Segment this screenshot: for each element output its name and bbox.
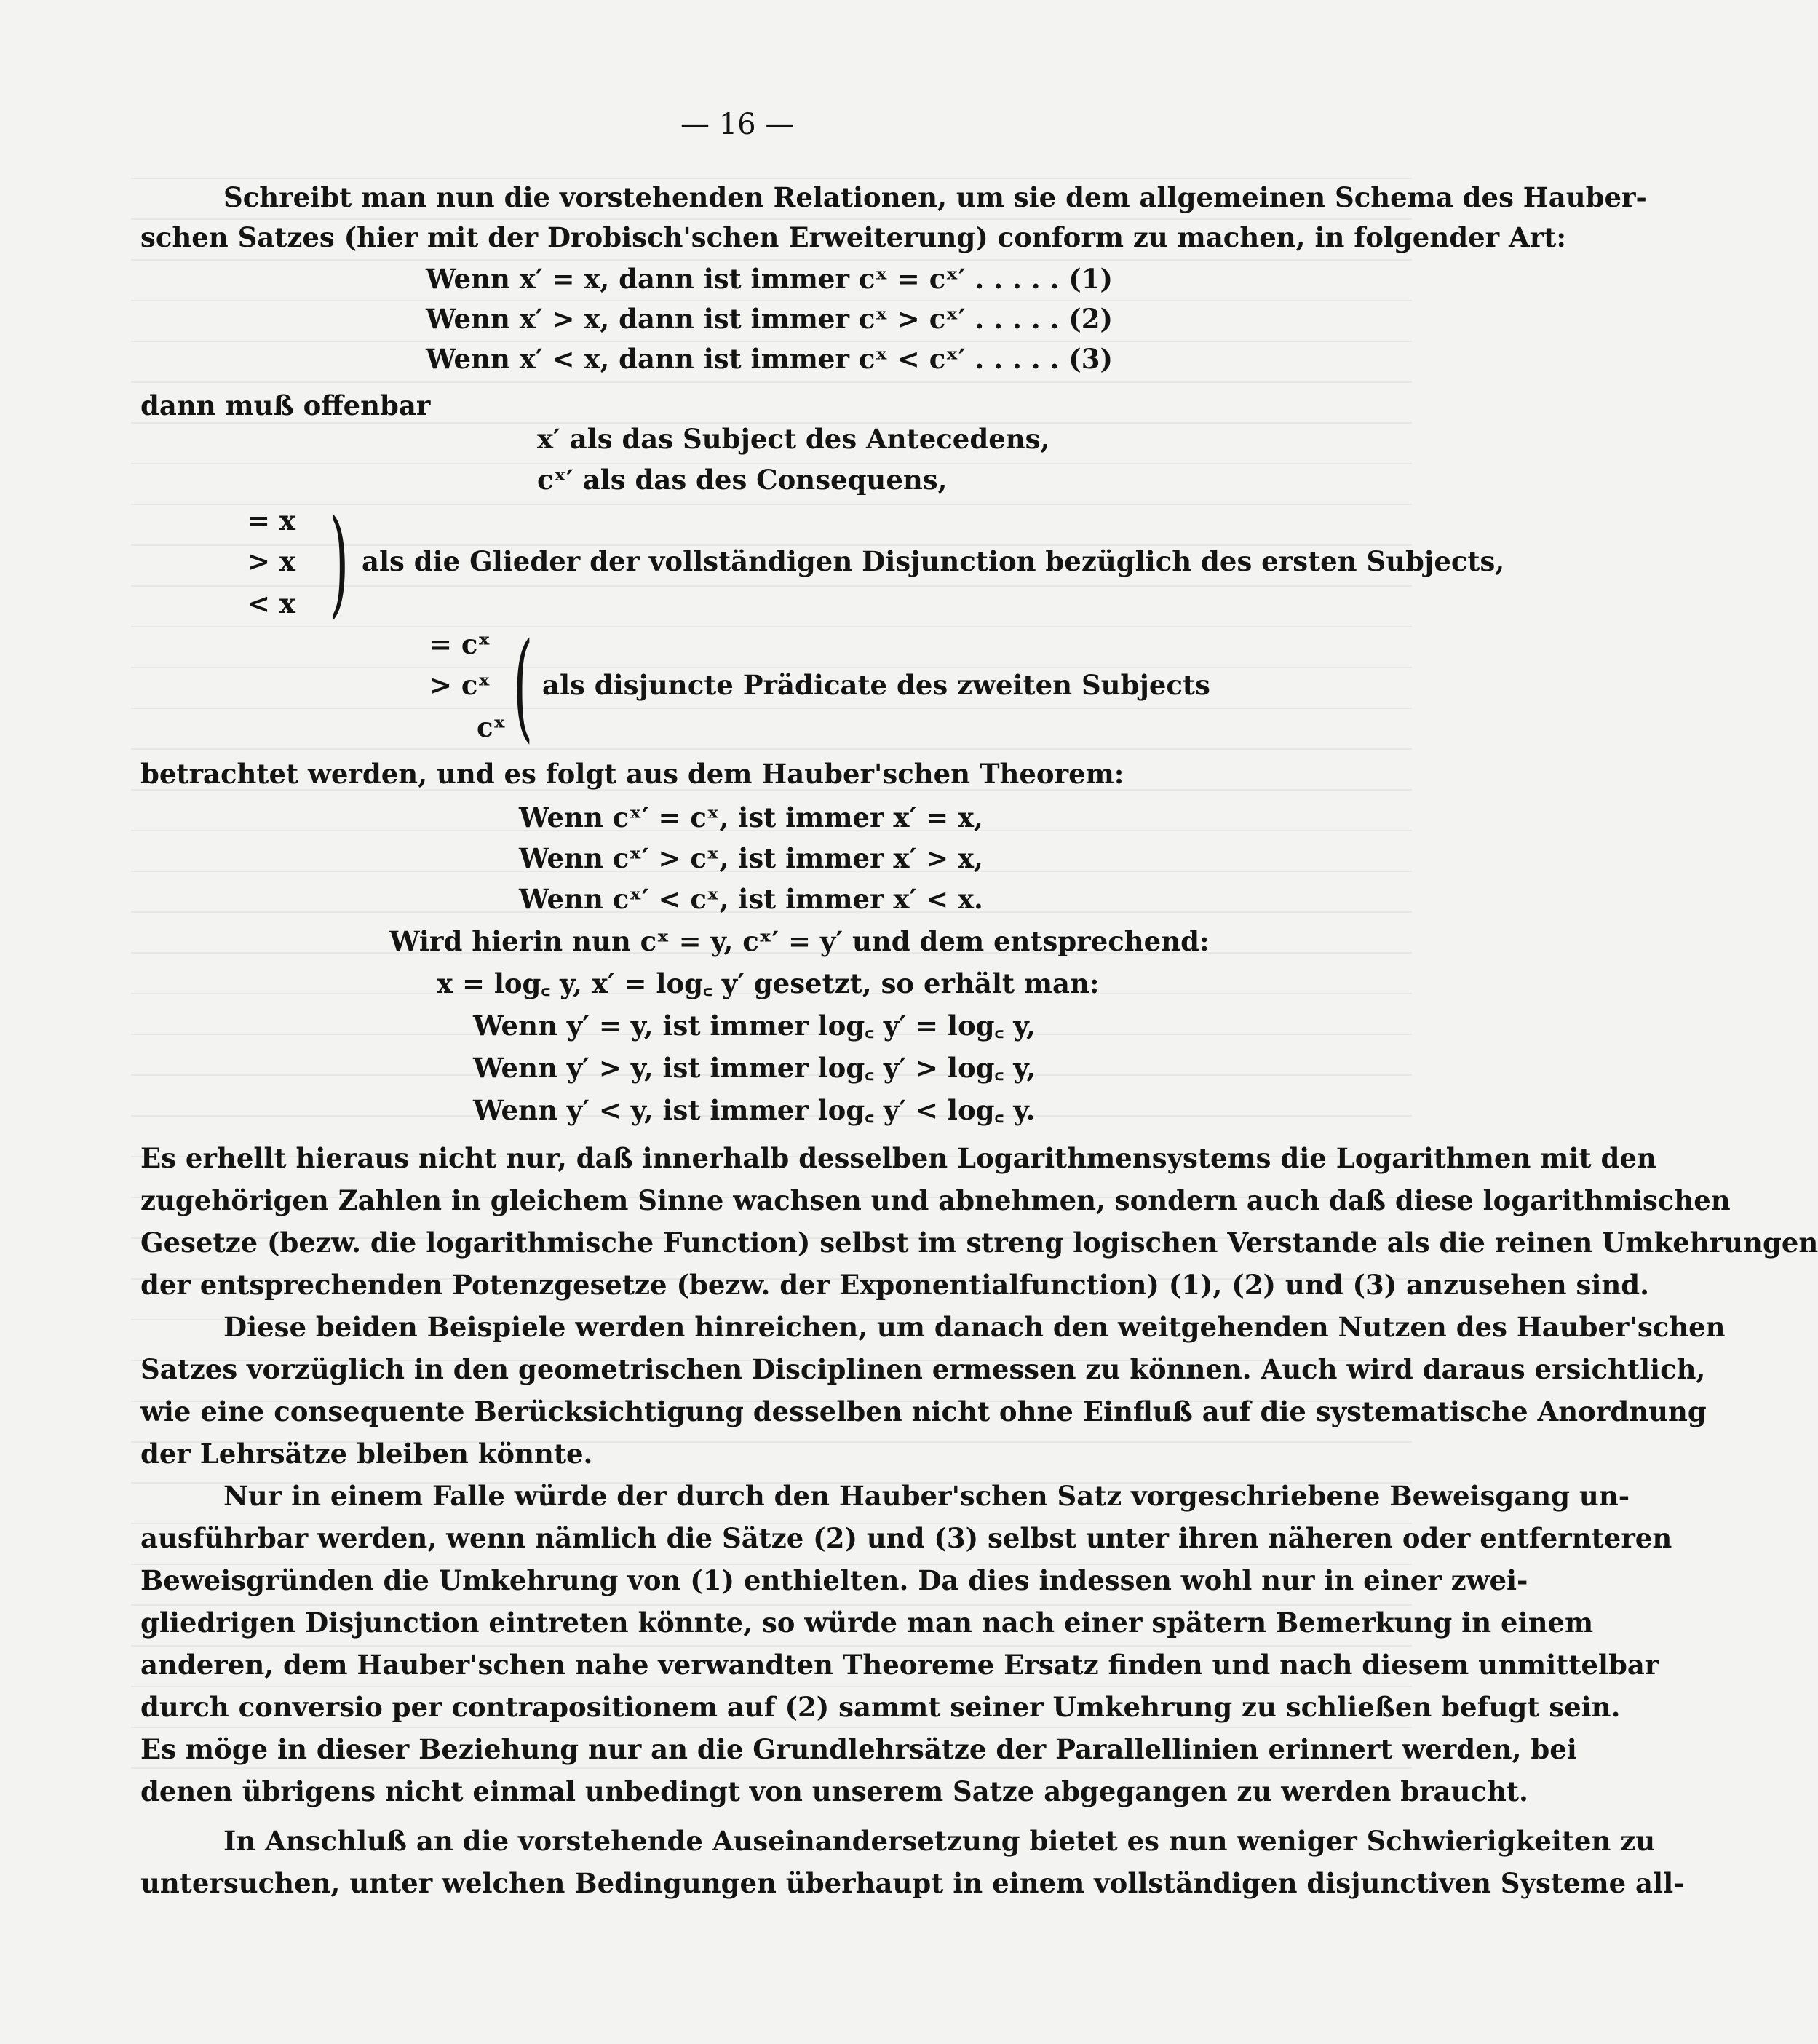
text-line: schen Satzes (hier mit der Drobisch'schen Erweiterung) conform zu machen, in folgender Art: (140, 221, 1566, 253)
text-line: der Lehrsätze bleiben könnte. (140, 1438, 593, 1470)
formula-line: Wird hierin nun cˣ = y, cˣ′ = y′ und dem entsprechend: (389, 925, 1210, 957)
formula-line: Wenn x′ = x, dann ist immer cˣ = cˣ′ . . . . . (1) (426, 263, 1114, 295)
formula-line: Wenn x′ < x, dann ist immer cˣ < cˣ′ . . . . . (3) (426, 343, 1114, 375)
text-line: denen übrigens nicht einmal unbedingt von unserem Satze abgegangen zu werden braucht. (140, 1775, 1528, 1807)
relation-item: = cˣ (429, 628, 491, 660)
brace-symbol: ( (513, 617, 533, 755)
formula-line: Wenn x′ > x, dann ist immer cˣ > cˣ′ . . . . . (2) (426, 303, 1114, 335)
text-line: Nur in einem Falle würde der durch den Hauber'schen Satz vorgeschriebene Beweisgang un- (223, 1480, 1630, 1512)
text-line: x′ als das Subject des Antecedens, (537, 423, 1050, 455)
text-line: der entsprechenden Potenzgesetze (bezw. der Exponentialfunction) (1), (2) und (3) anzusehen sind. (140, 1269, 1650, 1301)
text-line: gliedrigen Disjunction eintreten könnte, so würde man nach einer spätern Bemerkung in einem (140, 1607, 1594, 1639)
page-number: — 16 — (680, 108, 795, 141)
text-line: In Anschluß an die vorstehende Auseinandersetzung bietet es nun weniger Schwierigkeiten zu (223, 1825, 1656, 1857)
relation-item: > x (247, 545, 295, 577)
text-line: durch conversio per contrapositionem auf (2) sammt seiner Umkehrung zu schließen befugt sein. (140, 1691, 1621, 1723)
text-line: betrachtet werden, und es folgt aus dem Hauber'schen Theorem: (140, 758, 1124, 790)
text-line: Gesetze (bezw. die logarithmische Function) selbst im streng logischen Verstande als die reinen Umkehrungen (140, 1227, 1818, 1259)
text-line: untersuchen, unter welchen Bedingungen überhaupt in einem vollständigen disjunctiven Systeme all- (140, 1867, 1685, 1899)
relation-item: > cˣ (429, 669, 491, 701)
text-line: Schreibt man nun die vorstehenden Relationen, um sie dem allgemeinen Schema des Hauber- (223, 181, 1647, 213)
formula-line: Wenn cˣ′ = cˣ, ist immer x′ = x, (519, 801, 983, 833)
text-line: Satzes vorzüglich in den geometrischen Disciplinen ermessen zu können. Auch wird daraus ersichtlich, (140, 1353, 1706, 1385)
text-line: Diese beiden Beispiele werden hinreichen, um danach den weitgehenden Nutzen des Hauber'schen (223, 1311, 1726, 1343)
relation-item: cˣ (477, 711, 507, 743)
text-line: Beweisgründen die Umkehrung von (1) enthielten. Da dies indessen wohl nur in einer zwei- (140, 1564, 1528, 1596)
text-line: dann muß offenbar (140, 389, 431, 421)
formula-line: Wenn cˣ′ > cˣ, ist immer x′ > x, (519, 842, 983, 874)
text-line: cˣ′ als das des Consequens, (537, 464, 948, 496)
text-line: als disjuncte Prädicate des zweiten Subjects (542, 669, 1210, 701)
formula-line: Wenn cˣ′ < cˣ, ist immer x′ < x. (519, 883, 983, 915)
text-line: wie eine consequente Berücksichtigung desselben nicht ohne Einfluß auf die systematische Anordnung (140, 1395, 1707, 1427)
brace-symbol: ) (329, 494, 349, 631)
text-line: zugehörigen Zahlen in gleichem Sinne wachsen und abnehmen, sondern auch daß diese logarithmischen (140, 1184, 1731, 1216)
text-line: als die Glieder der vollständigen Disjunction bezüglich des ersten Subjects, (362, 545, 1505, 577)
text-line: ausführbar werden, wenn nämlich die Sätze (2) und (3) selbst unter ihren näheren oder entfernteren (140, 1522, 1672, 1554)
text-line: Es erhellt hieraus nicht nur, daß innerhalb desselben Logarithmensystems die Logarithmen mit den (140, 1142, 1656, 1174)
text-line: Es möge in dieser Beziehung nur an die Grundlehrsätze der Parallellinien erinnert werden, bei (140, 1733, 1577, 1765)
formula-line: Wenn y′ > y, ist immer log꜀ y′ > log꜀ y, (473, 1052, 1036, 1084)
formula-line: Wenn y′ = y, ist immer log꜀ y′ = log꜀ y, (473, 1010, 1036, 1042)
relation-item: = x (247, 504, 295, 536)
relation-item: < x (247, 587, 295, 619)
formula-line: Wenn y′ < y, ist immer log꜀ y′ < log꜀ y. (473, 1094, 1036, 1126)
formula-line: x = log꜀ y, x′ = log꜀ y′ gesetzt, so erhält man: (437, 967, 1100, 999)
text-line: anderen, dem Hauber'schen nahe verwandten Theoreme Ersatz finden und nach diesem unmittelbar (140, 1649, 1659, 1681)
